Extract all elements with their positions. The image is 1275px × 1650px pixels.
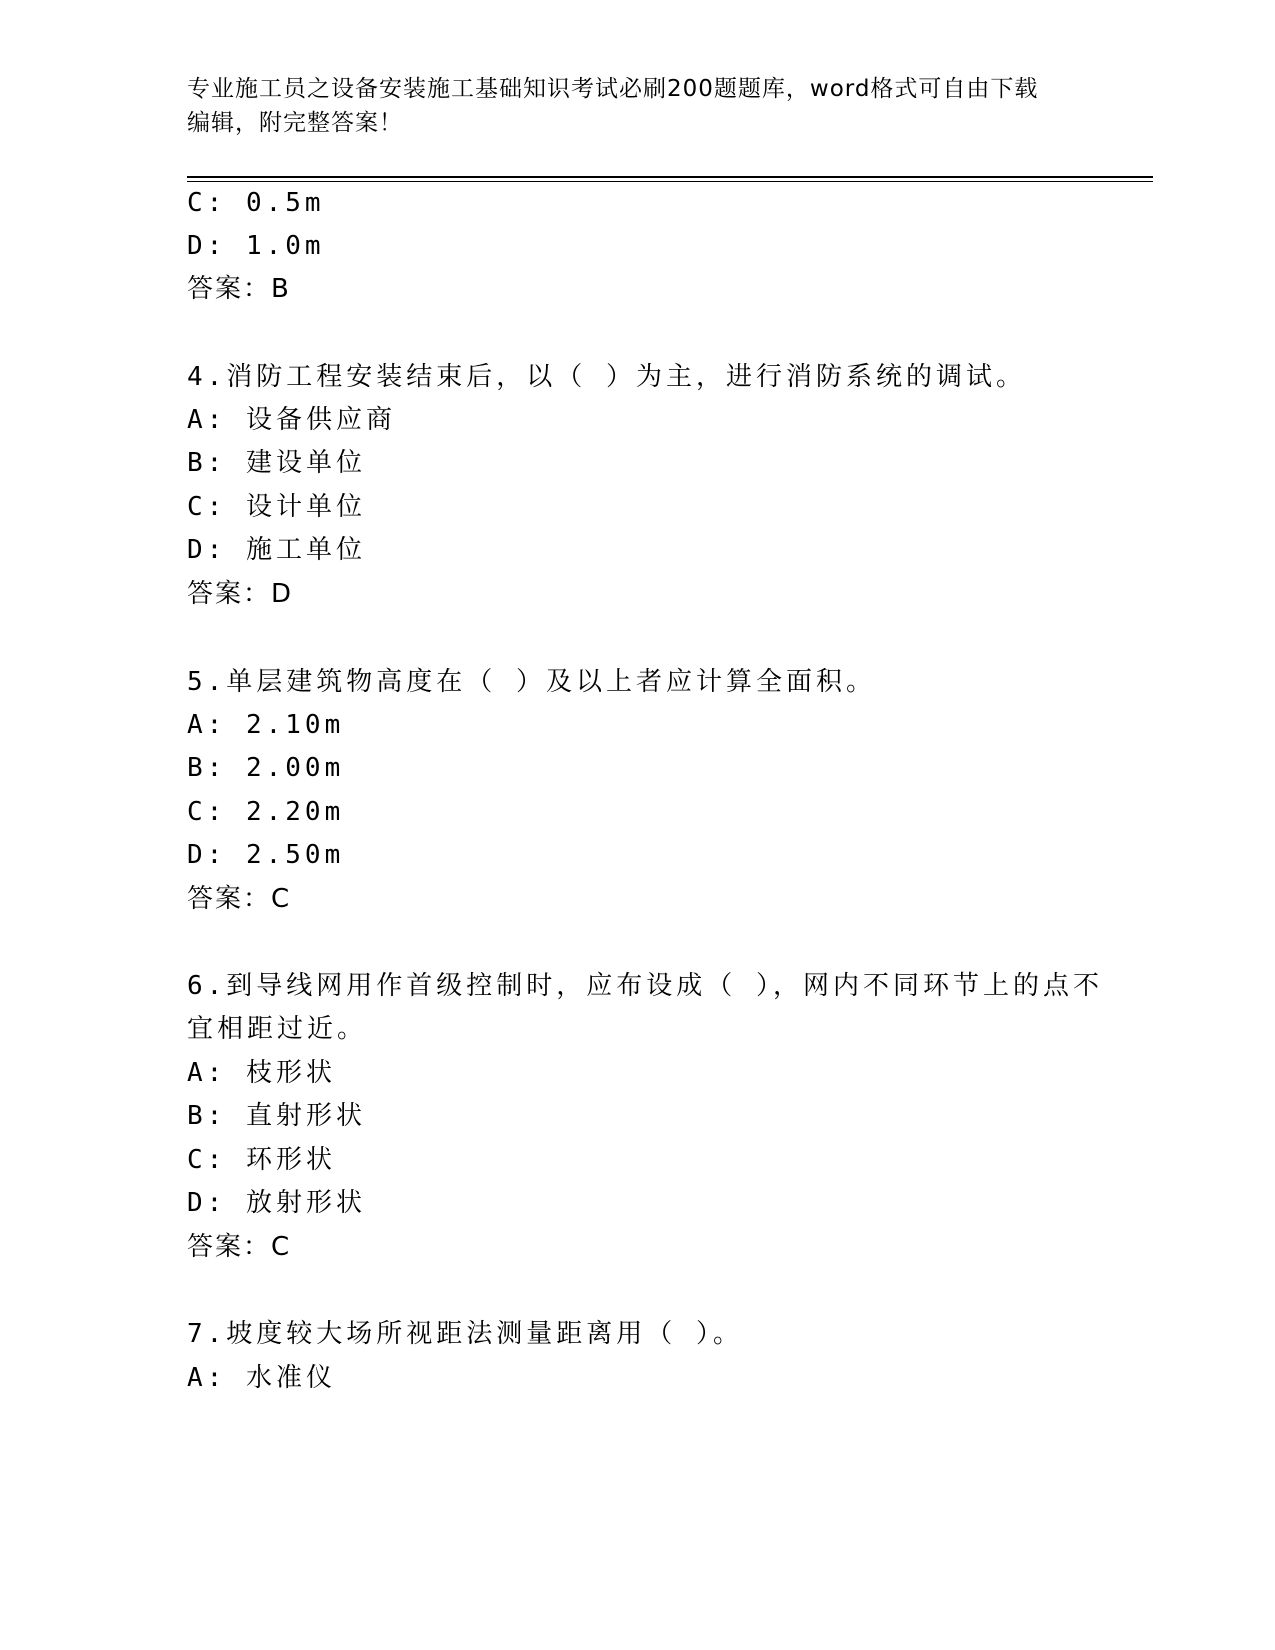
- q3-option-c: C: 0.5m: [187, 188, 325, 218]
- q6-option-b: B: 直射形状: [187, 1101, 366, 1131]
- q6-option-a: A: 枝形状: [187, 1058, 336, 1088]
- q7-option-a: A: 水准仪: [187, 1363, 336, 1393]
- q6-option-c: C: 环形状: [187, 1145, 336, 1175]
- q4-option-b: B: 建设单位: [187, 448, 366, 478]
- q6-option-d: D: 放射形状: [187, 1188, 366, 1218]
- q4-option-d: D: 施工单位: [187, 535, 366, 565]
- q5-option-b: B: 2.00m: [187, 753, 345, 783]
- q6-stem-line-2: 宜相距过近。: [187, 1014, 368, 1044]
- q5-option-d: D: 2.50m: [187, 840, 345, 870]
- q3-answer: 答案：B: [187, 274, 291, 304]
- header-line-1: 专业施工员之设备安装施工基础知识考试必刷200题题库，word格式可自由下载: [187, 76, 1039, 102]
- q4-stem: 4.消防工程安装结束后，以（ ）为主，进行消防系统的调试。: [187, 362, 1026, 392]
- q5-answer: 答案：C: [187, 884, 292, 914]
- q5-stem: 5.单层建筑物高度在（ ）及以上者应计算全面积。: [187, 667, 876, 697]
- q4-answer: 答案：D: [187, 579, 294, 609]
- q6-answer: 答案：C: [187, 1232, 292, 1262]
- q5-option-c: C: 2.20m: [187, 797, 345, 827]
- q3-option-d: D: 1.0m: [187, 231, 325, 261]
- q6-stem-line-1: 6.到导线网用作首级控制时，应布设成（ ），网内不同环节上的点不: [187, 971, 1103, 1001]
- header-divider-thin: [187, 181, 1153, 182]
- q5-option-a: A: 2.10m: [187, 710, 345, 740]
- q7-stem: 7.坡度较大场所视距法测量距离用（ ）。: [187, 1319, 743, 1349]
- header-line-2: 编辑，附完整答案！: [187, 110, 403, 136]
- header-divider-thick: [187, 176, 1153, 178]
- document-header: [187, 72, 1087, 140]
- q4-option-c: C: 设计单位: [187, 492, 366, 522]
- q4-option-a: A: 设备供应商: [187, 405, 396, 435]
